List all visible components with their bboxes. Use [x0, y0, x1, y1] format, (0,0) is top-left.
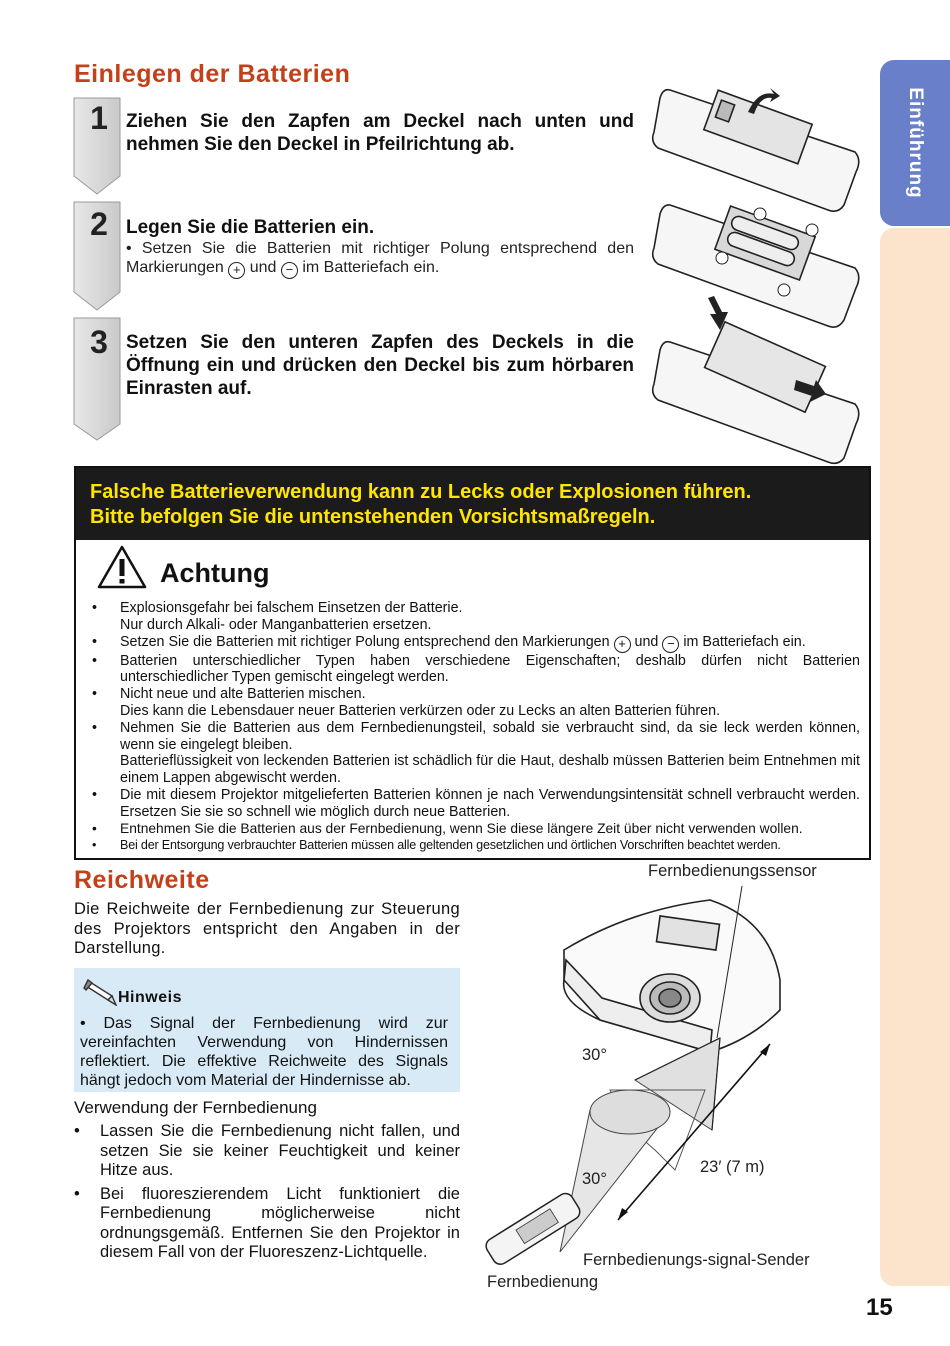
- step-2-sub-b: und: [249, 259, 277, 276]
- step-2-text: Legen Sie die Batterien ein.: [126, 217, 375, 238]
- warning-triangle-icon: [96, 544, 148, 590]
- step-2-number: 2: [90, 206, 108, 242]
- note-title: Hinweis: [118, 989, 182, 1006]
- step-3-number: 3: [90, 324, 108, 360]
- caution-item-text: Explosionsgefahr bei falschem Einsetzen der Batterie.: [120, 600, 463, 616]
- step-2-block: [126, 216, 634, 279]
- range-diagram: [480, 880, 870, 1280]
- caution-item: • Entnehmen Sie die Batterien aus der Fernbedienung, wenn Sie diese längere Zeit über nicht verwenden wollen.: [90, 821, 860, 838]
- caution-item-text: und: [634, 633, 659, 650]
- remote-label: Fernbedienung: [487, 1273, 599, 1291]
- battery-section-title: Einlegen der Batterien: [74, 60, 351, 88]
- note-text: • Das Signal der Fernbedienung wird zur vereinfachten Verwendung von Hindernissen reflektiert. Die effektive Reichweite des Signals hängt jedoch vom Material der Hindernisse ab.: [80, 1015, 448, 1089]
- chapter-tab-label: Einführung: [905, 87, 926, 199]
- pencil-icon: [82, 978, 118, 1006]
- chapter-tab[interactable]: [880, 60, 950, 226]
- usage-list: [74, 1122, 460, 1267]
- usage-item: • Bei fluoreszierendem Licht funktioniert die Fernbedienung möglicherweise nicht ordnungsgemäß. Entfernen Sie den Projektor in diesem Fall von der Fluoreszenz-Lichtquelle.: [74, 1185, 460, 1263]
- caution-item: [90, 634, 860, 653]
- step-2-subtext: [126, 239, 634, 279]
- range-section-title: Reichweite: [74, 866, 210, 894]
- warning-line-2: Bitte befolgen Sie die untenstehenden Vorsichtsmaßregeln.: [90, 506, 656, 528]
- usage-item: • Lassen Sie die Fernbedienung nicht fallen, und setzen Sie sie keiner Feuchtigkeit und keiner Hitze aus.: [74, 1122, 460, 1181]
- step-markers: [72, 96, 126, 444]
- side-strip: [880, 228, 950, 1286]
- caution-item-text: Dies kann die Lebensdauer neuer Batterien verkürzen oder zu Lecks an alten Batterien führen.: [120, 702, 721, 719]
- emitter-label: Fernbedienungs-signal-Sender: [583, 1251, 810, 1269]
- caution-item-text: Nur durch Alkali- oder Manganbatterien ersetzen.: [120, 616, 432, 633]
- caution-item: • Bei der Entsorgung verbrauchter Batterien müssen alle geltenden gesetzlichen und örtlichen Vorschriften beachtet werden.: [90, 837, 860, 854]
- caution-item: • Batterien unterschiedlicher Typen haben verschiedene Eigenschaften; deshalb dürfen nicht Batterien unterschiedlicher Typen gemischt eingelegt werden.: [90, 653, 860, 687]
- warning-header: [76, 468, 869, 540]
- warning-line-1: Falsche Batterieverwendung kann zu Lecks oder Explosionen führen.: [90, 481, 752, 503]
- step-1-text: Ziehen Sie den Zapfen am Deckel nach unten und nehmen Sie den Deckel in Pfeilrichtung ab.: [126, 111, 634, 155]
- angle-bottom-label: 30°: [582, 1170, 607, 1188]
- angle-top-label: 30°: [582, 1046, 607, 1064]
- page-number: 15: [866, 1294, 893, 1321]
- caution-title: Achtung: [160, 558, 270, 588]
- caution-item: • Die mit diesem Projektor mitgelieferten Batterien können je nach Verwendungsintensität schnell verbraucht werden. Ersetzen Sie sie so schnell wie möglich durch neue Batterien.: [90, 787, 860, 821]
- step-3-text: Setzen Sie den unteren Zapfen des Deckels in die Öffnung ein und drücken den Deckel bis zum hörbaren Einrasten auf.: [126, 332, 634, 399]
- caution-item: [90, 720, 860, 787]
- step-2-sub-c: im Batteriefach ein.: [302, 259, 440, 276]
- caution-item-text: Batterieflüssigkeit von leckenden Batterien ist schädlich für die Haut, deshalb müssen Batterien beim Entnehmen mit einem Lappen abgewischt werden.: [120, 753, 860, 787]
- caution-item-text: im Batteriefach ein.: [683, 633, 806, 650]
- range-intro: Die Reichweite der Fernbedienung zur Steuerung des Projektors entspricht den Angaben in der Darstellung.: [74, 900, 460, 957]
- caution-list: [90, 600, 860, 854]
- distance-label: 23′ (7 m): [700, 1158, 765, 1176]
- step-1-number: 1: [90, 100, 108, 136]
- plus-icon: +: [228, 262, 245, 279]
- step-2-sub-a: • Setzen Sie die Batterien mit richtiger Polung entsprechend den Markierungen: [126, 240, 634, 276]
- caution-item: [90, 686, 860, 720]
- caution-item: [90, 600, 860, 634]
- battery-insertion-illustration: [650, 80, 872, 465]
- caution-item-text: Setzen Sie die Batterien mit richtiger Polung entsprechend den Markierungen: [120, 633, 610, 650]
- minus-icon: −: [662, 636, 679, 653]
- caution-item-text: Nehmen Sie die Batterien aus dem Fernbedienungsteil, sobald sie verbraucht sind, da sie leck werden können, wenn sie eingelegt bleiben.: [120, 719, 860, 753]
- plus-icon: +: [614, 636, 631, 653]
- minus-icon: −: [281, 262, 298, 279]
- usage-title: Verwendung der Fernbedienung: [74, 1098, 317, 1117]
- caution-item-text: Nicht neue und alte Batterien mischen.: [120, 686, 366, 703]
- sensor-label: Fernbedienungssensor: [648, 862, 817, 880]
